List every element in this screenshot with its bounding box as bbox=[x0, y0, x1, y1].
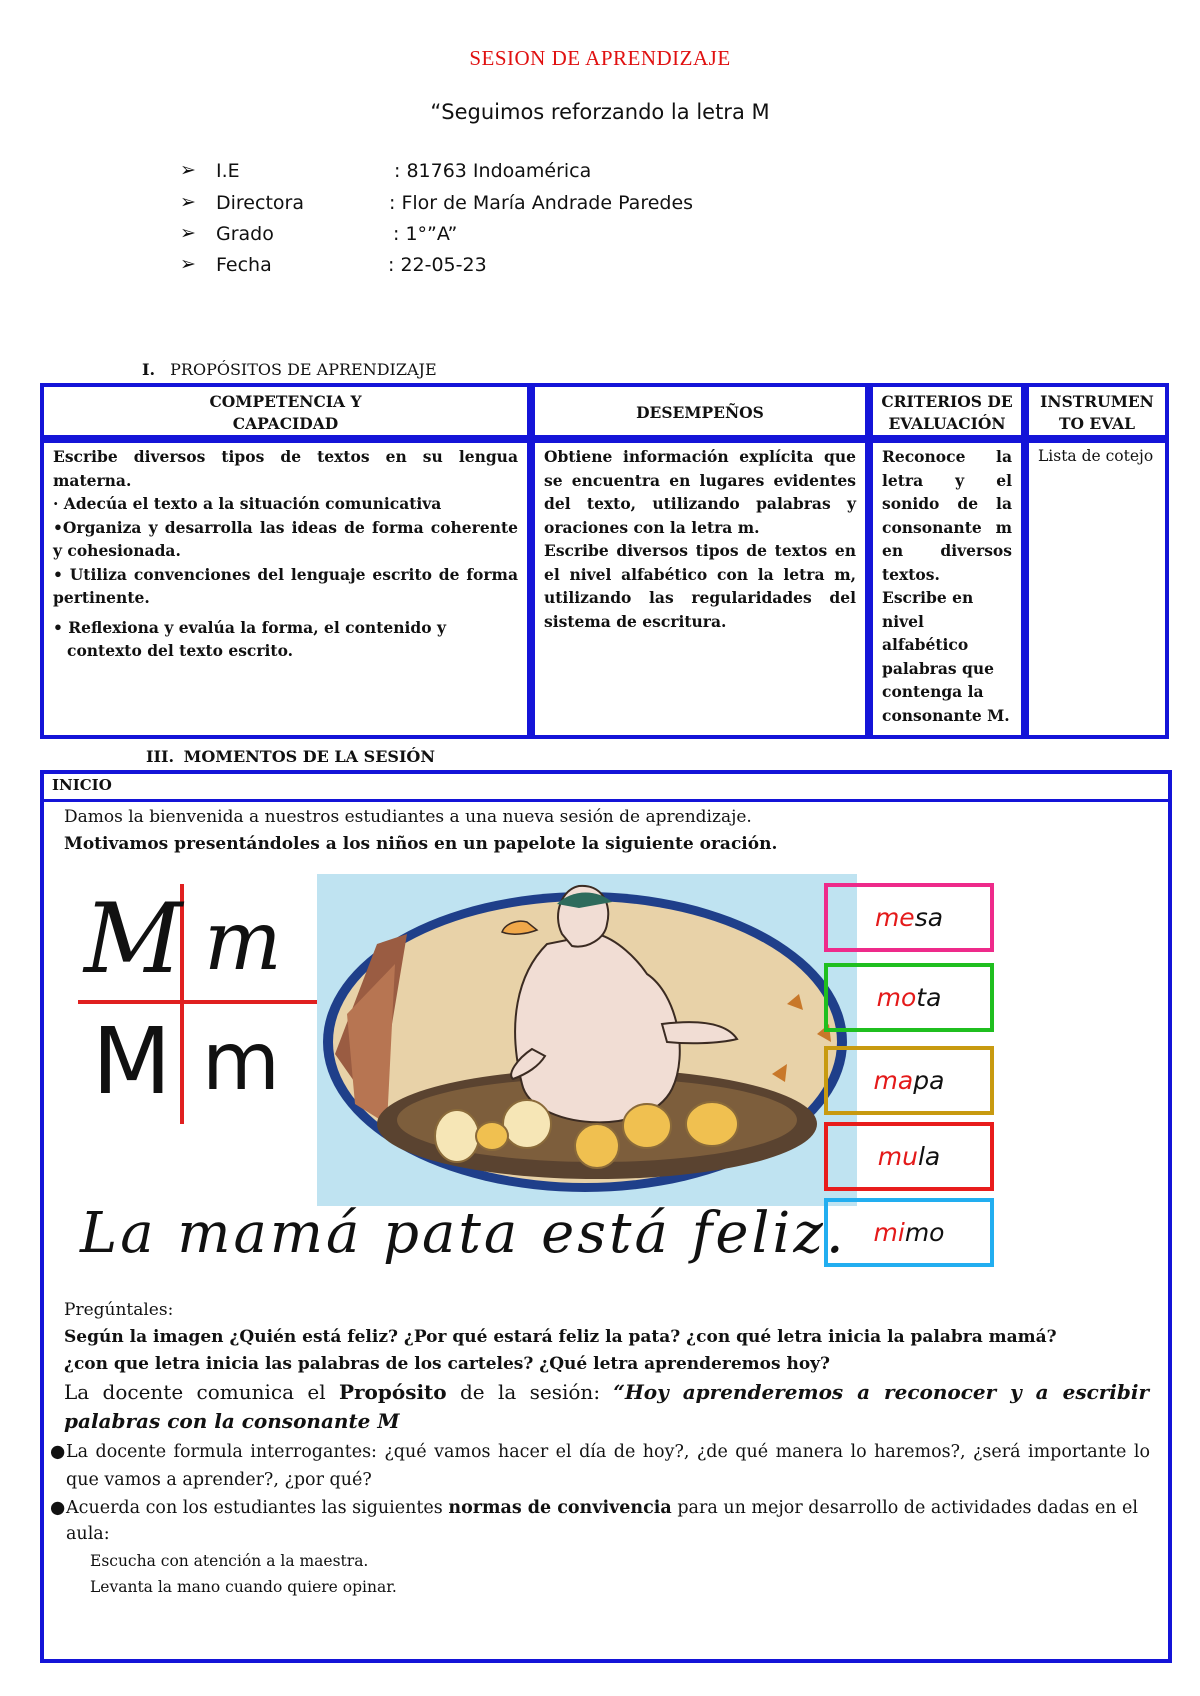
info-label: Fecha bbox=[216, 254, 272, 276]
bullet-interrogantes: ● La docente formula interrogantes: ¿qué vamos hacer el día de hoy?, ¿de qué manera lo haremos?, ¿será importante lo que vamos a aprender?, ¿por qué? bbox=[50, 1438, 1150, 1494]
norma-2: Levanta la mano cuando quiere opinar. bbox=[90, 1578, 397, 1596]
bullet-dot-icon: ● bbox=[50, 1498, 66, 1518]
card-divider-horizontal bbox=[78, 1000, 318, 1004]
word-card-mula: mu la bbox=[824, 1122, 994, 1191]
section-number: III. bbox=[146, 747, 175, 766]
info-label: Grado bbox=[216, 223, 274, 245]
norma-1: Escucha con atención a la maestra. bbox=[90, 1552, 369, 1570]
word-card-mesa: me sa bbox=[824, 883, 994, 952]
motivation-text: Motivamos presentándoles a los niños en un papelote la siguiente oración. bbox=[64, 834, 778, 854]
cursive-uppercase-m: M bbox=[84, 883, 183, 995]
header-competencia: COMPETENCIA Y CAPACIDAD bbox=[40, 383, 531, 439]
info-value: : 1°”A” bbox=[393, 223, 458, 245]
cell-competencia: Escribe diversos tipos de textos en su lengua materna. · Adecúa el texto a la situación comunicativa •Organiza y desarrolla las ideas de forma coherente y cohesionada. • Utiliza convenciones del lenguaje escrito de forma pertinente. • Reflexiona y evalúa la forma, el contenido y contexto del texto escrito. bbox=[40, 439, 531, 739]
section-1-heading bbox=[142, 360, 437, 379]
bullet-dot-icon: ● bbox=[50, 1442, 66, 1462]
letter-m-card bbox=[78, 884, 318, 1124]
arrow-bullet-icon: ➢ bbox=[180, 191, 196, 213]
info-value: : 81763 Indoamérica bbox=[394, 160, 592, 182]
welcome-text: Damos la bienvenida a nuestros estudiantes a una nueva sesión de aprendizaje. bbox=[64, 807, 752, 827]
header-criterios: CRITERIOS DE EVALUACIÓN bbox=[869, 383, 1025, 439]
cell-criterios: Reconoce la letra y el sonido de la consonante m en diversos textos. Escribe en nivel alfabético palabras que contenga la consonante M. bbox=[869, 439, 1025, 739]
print-lowercase-m: m bbox=[202, 1015, 280, 1108]
session-subtitle: “Seguimos reforzando la letra M bbox=[430, 100, 770, 124]
cursive-sentence: La mamá pata está feliz. bbox=[80, 1201, 847, 1266]
cell-instrumento: Lista de cotejo bbox=[1025, 439, 1169, 739]
arrow-bullet-icon: ➢ bbox=[180, 159, 196, 181]
info-label: Directora bbox=[216, 192, 304, 214]
word-card-mimo: mi mo bbox=[824, 1198, 994, 1267]
mother-duck-image bbox=[317, 874, 857, 1206]
purpose-statement: La docente comunica el Propósito de la sesión: “Hoy aprenderemos a reconocer y a escribir palabras con la consonante M bbox=[64, 1380, 1150, 1433]
section-title: PROPÓSITOS DE APRENDIZAJE bbox=[170, 360, 437, 379]
arrow-bullet-icon: ➢ bbox=[180, 253, 196, 275]
arrow-bullet-icon: ➢ bbox=[180, 222, 196, 244]
word-card-mota: mo ta bbox=[824, 963, 994, 1032]
print-uppercase-m: M bbox=[92, 1008, 172, 1115]
question-line-1: Según la imagen ¿Quién está feliz? ¿Por qué estará feliz la pata? ¿con qué letra inicia la palabra mamá? bbox=[64, 1327, 1057, 1347]
purposes-table bbox=[40, 383, 1169, 739]
preguntales-label: Pregúntales: bbox=[64, 1300, 174, 1320]
section-title: MOMENTOS DE LA SESIÓN bbox=[183, 747, 435, 766]
section-3-heading bbox=[146, 747, 435, 766]
cell-desempenos: Obtiene información explícita que se encuentra en lugares evidentes del texto, utilizando palabras y oraciones con la letra m. Escribe diversos tipos de textos en el nivel alfabético con la letra m, utilizando las regularidades del sistema de escritura. bbox=[531, 439, 869, 739]
section-number: I. bbox=[142, 360, 156, 379]
word-card-mapa: ma pa bbox=[824, 1046, 994, 1115]
info-label: I.E bbox=[216, 160, 240, 182]
momentos-box bbox=[40, 770, 1172, 1663]
question-line-2: ¿con que letra inicia las palabras de los carteles? ¿Qué letra aprenderemos hoy? bbox=[64, 1354, 830, 1374]
duck-illustration bbox=[317, 874, 857, 1206]
info-value: : 22-05-23 bbox=[388, 254, 487, 276]
info-value: : Flor de María Andrade Paredes bbox=[389, 192, 694, 214]
bullet-normas: ● Acuerda con los estudiantes las siguientes normas de convivencia para un mejor desarrollo de actividades dadas en el aula: bbox=[50, 1495, 1150, 1547]
document-title: SESION DE APRENDIZAJE bbox=[469, 46, 731, 70]
cursive-lowercase-m: m bbox=[204, 894, 282, 989]
header-desempenos: DESEMPEÑOS bbox=[531, 383, 869, 439]
inicio-label: INICIO bbox=[44, 774, 1168, 802]
header-instrumento: INSTRUMEN TO EVAL bbox=[1025, 383, 1169, 439]
